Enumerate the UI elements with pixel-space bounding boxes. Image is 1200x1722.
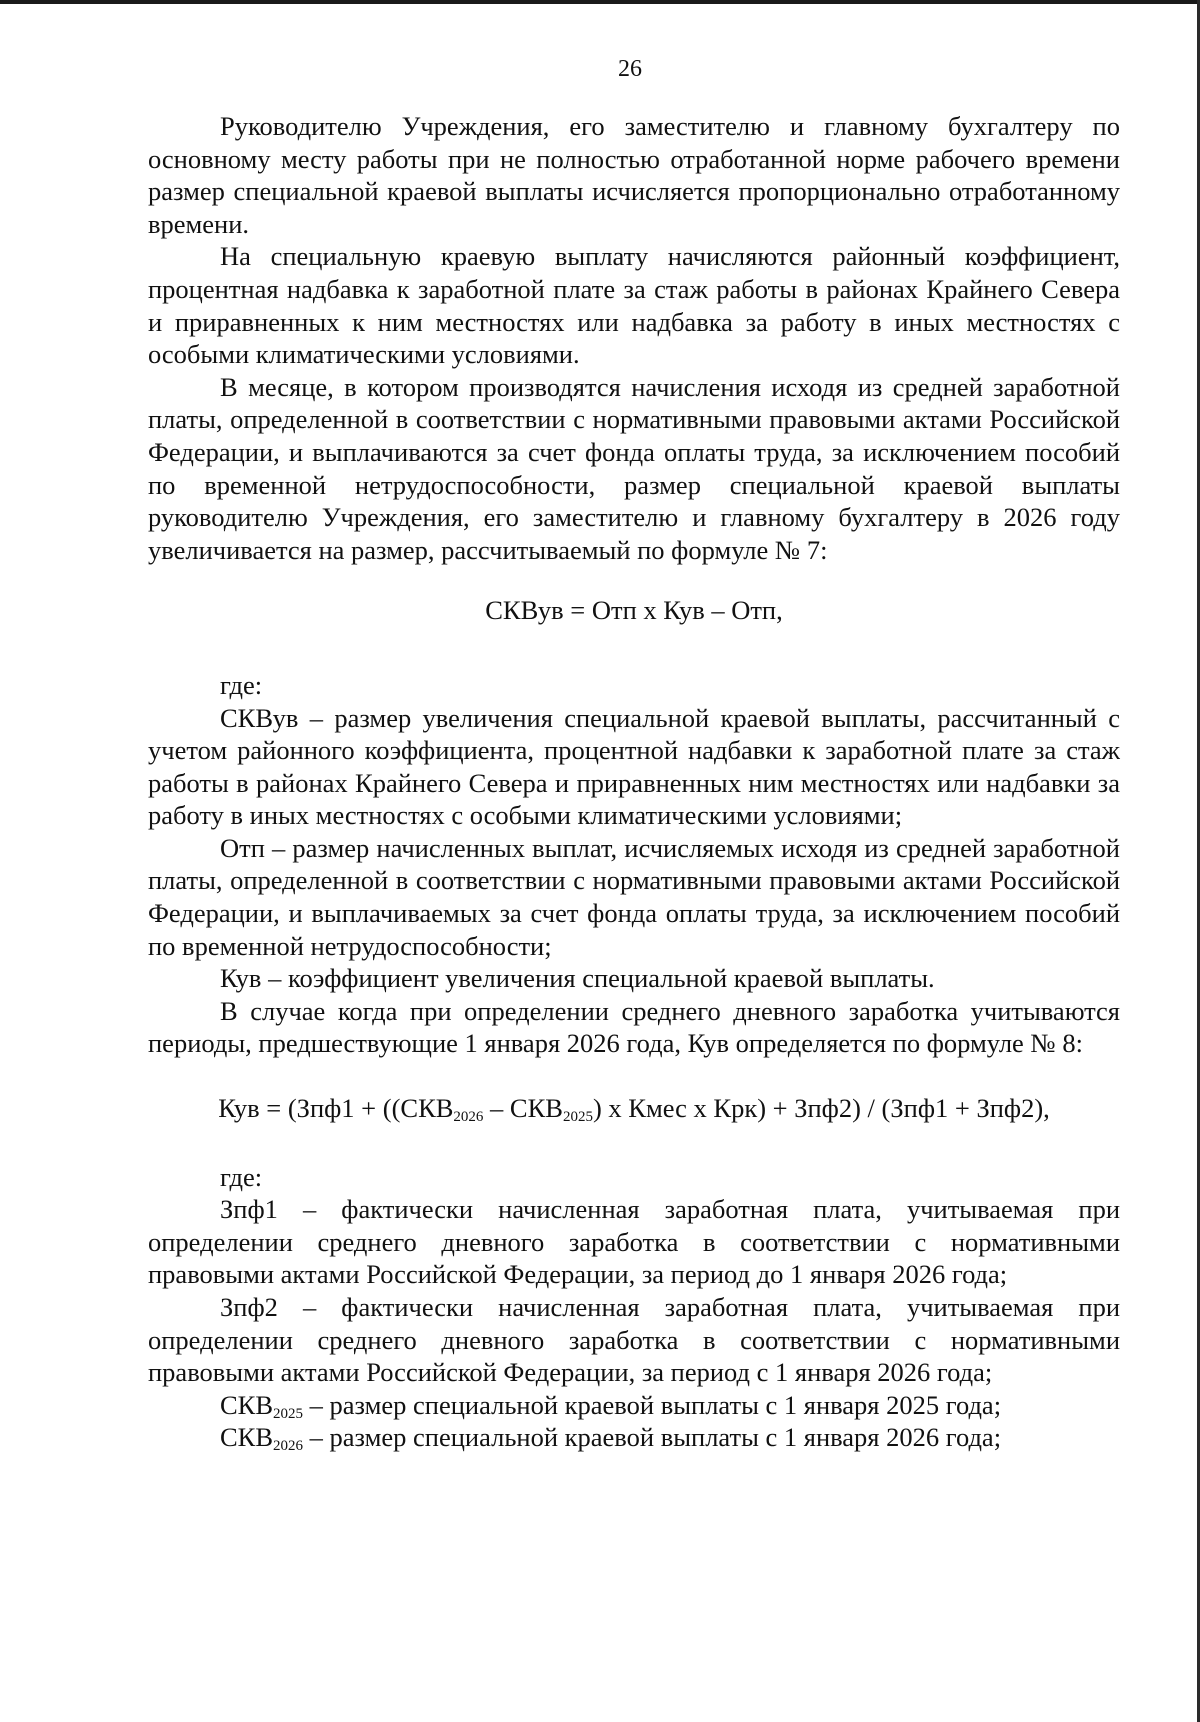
where-label: где: [220, 1161, 263, 1192]
definition-paragraph [148, 1389, 1120, 1422]
skv-term: СКВ [220, 1389, 274, 1420]
formula-8-subscript: 2026 [453, 1109, 484, 1126]
formula-8-part: Кув = (Зпф1 + ((СКВ [218, 1093, 454, 1124]
definition-paragraph [148, 1421, 1120, 1454]
formula-8-subscript: 2025 [562, 1109, 593, 1126]
skv-definition: – размер специальной краевой выплаты с 1 января 2026 года; [303, 1422, 1002, 1453]
document-body [148, 110, 1120, 1454]
paragraph: В месяце, в котором производятся начисления исходя из средней заработной платы, определенной в соответствии с нормативными правовыми актами Российской Федерации, и выплачиваются за счет фонда оплаты труда, за исключением пособий по временной нетрудоспособности, размер специальной краевой выплаты руководителю Учреждения, его заместителю и главному бухгалтеру в 2026 году увеличивается на размер, рассчитываемый по формуле № 7: [148, 371, 1120, 565]
skv-subscript: 2026 [273, 1438, 304, 1455]
skv-term: СКВ [220, 1422, 274, 1453]
formula-8-part: ) х Кмес х Крк) + Зпф2) / (Зпф1 + Зпф2), [592, 1093, 1050, 1124]
definition-paragraph: Зпф2 – фактически начисленная заработная плата, учитываемая при определении среднего дневного заработка в соответствии с нормативными правовыми актами Российской Федерации, за период с 1 января 2026 года; [148, 1292, 1120, 1388]
definition-paragraph: Отп – размер начисленных выплат, исчисляемых исходя из средней заработной платы, определенной в соответствии с нормативными правовыми актами Российской Федерации, и выплачиваемых за счет фонда оплаты труда, за исключением пособий по временной нетрудоспособности; [148, 832, 1120, 961]
scan-top-edge [0, 0, 1200, 4]
skv-subscript: 2025 [273, 1405, 304, 1422]
paragraph: Руководителю Учреждения, его заместителю и главному бухгалтеру по основному месту работы при не полностью отработанной норме рабочего времени размер специальной краевой выплаты исчисляется пропорционально отработанному времени. [148, 111, 1120, 239]
formula-8 [148, 1060, 1120, 1161]
paragraph: В случае когда при определении среднего дневного заработка учитываются периоды, предшествующие 1 января 2026 года, Кув определяется по формуле № 8: [148, 995, 1120, 1059]
definition-paragraph: СКВув – размер увеличения специальной краевой выплаты, рассчитанный с учетом районного коэффициента, процентной надбавки к заработной плате за стаж работы в районах Крайнего Севера и приравненных ним местностях или надбавки за работу в иных местностях с особыми климатическими условиями; [148, 702, 1120, 831]
page-number: 26 [618, 56, 642, 82]
skv-definition: – размер специальной краевой выплаты с 1 января 2025 года; [303, 1389, 1002, 1420]
formula-7: СКВув = Отп х Кув – Отп, [485, 595, 783, 626]
formula-8-part: – СКВ [483, 1093, 563, 1124]
paragraph: На специальную краевую выплату начисляются районный коэффициент, процентная надбавка к заработной плате за стаж работы в районах Крайнего Севера и приравненных к ним местностях или надбавка за работу в иных местностях с особыми климатическими условиями. [148, 241, 1120, 370]
definition-paragraph: Кув – коэффициент увеличения специальной краевой выплаты. [220, 963, 935, 994]
definition-paragraph: Зпф1 – фактически начисленная заработная плата, учитываемая при определении среднего дневного заработка в соответствии с нормативными правовыми актами Российской Федерации, за период до 1 января 2026 года; [148, 1194, 1120, 1290]
where-label: где: [220, 669, 263, 700]
